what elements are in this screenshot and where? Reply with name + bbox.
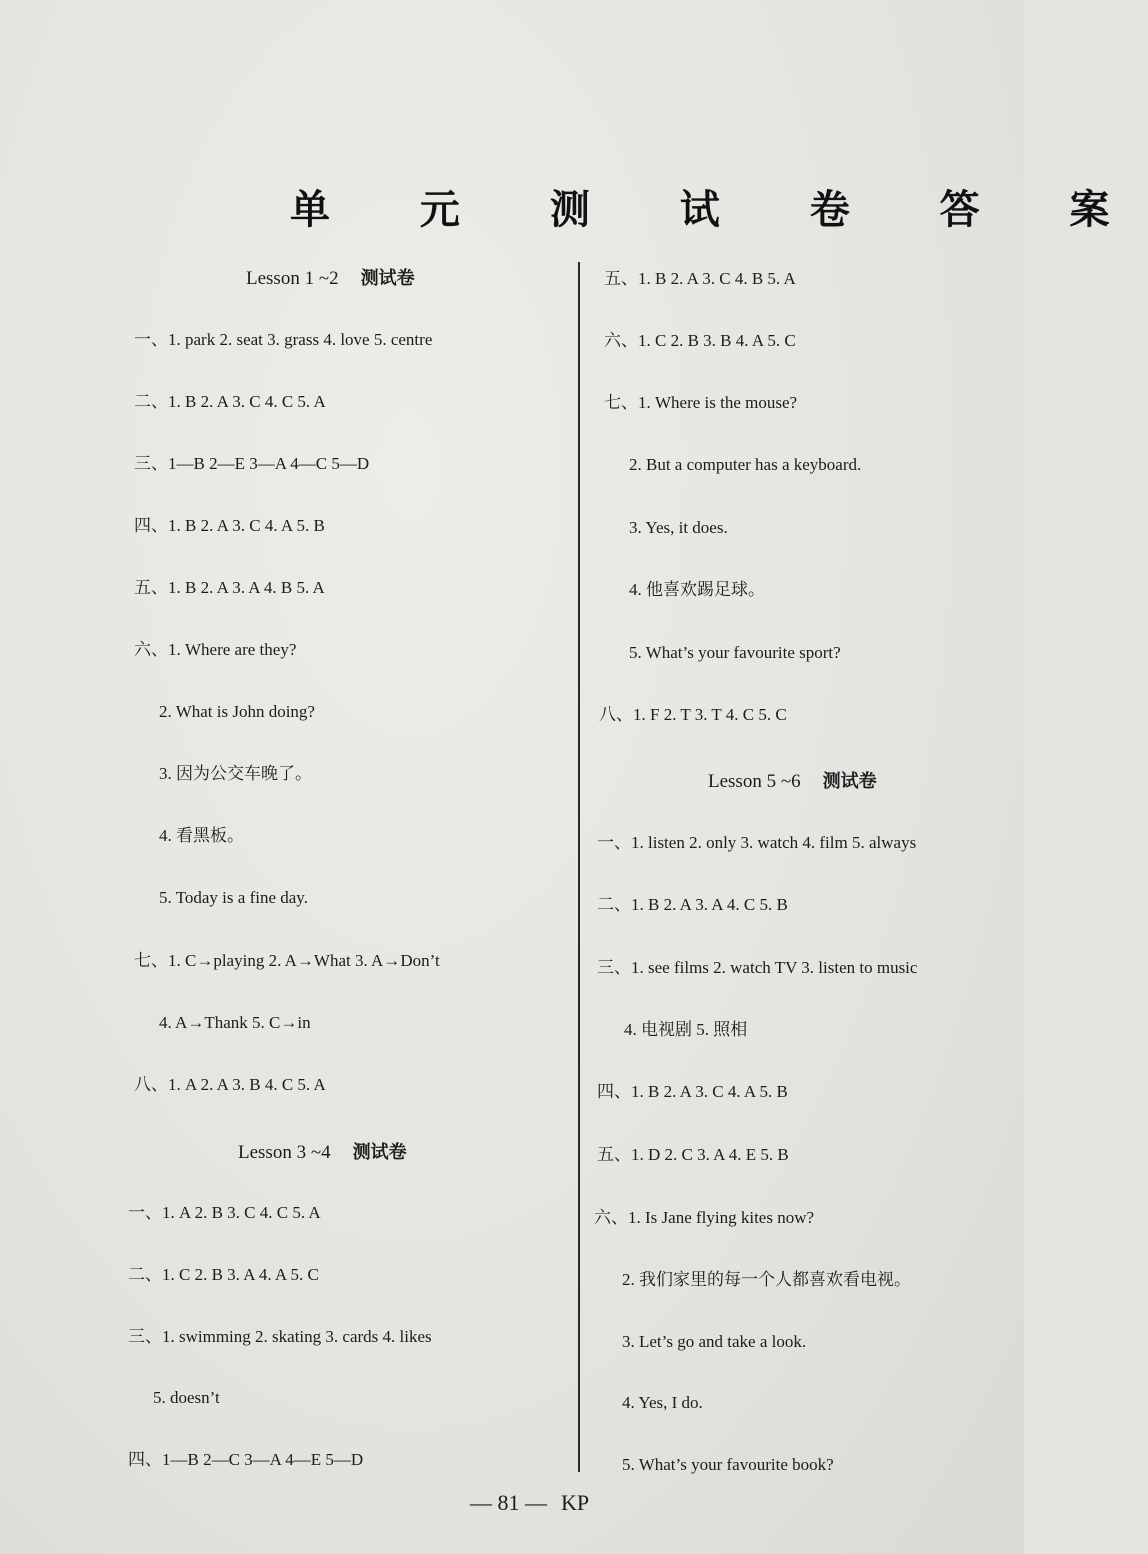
answer-line: 六、1. C 2. B 3. B 4. A 5. C — [604, 331, 796, 350]
heading-lesson: Lesson 5 ~6 — [708, 771, 801, 792]
answer-line: 二、1. B 2. A 3. A 4. C 5. B — [597, 895, 788, 914]
answer-line: 5. What’s your favourite sport? — [629, 643, 841, 662]
heading-lesson: Lesson 3 ~4 — [238, 1142, 331, 1163]
answer-line: 三、1. see films 2. watch TV 3. listen to music — [597, 958, 918, 977]
section-heading-lesson-5-6 — [708, 767, 877, 793]
answer-line: 2. 我们家里的每一个人都喜欢看电视。 — [622, 1270, 911, 1289]
answer-line: 3. 因为公交车晚了。 — [159, 764, 312, 783]
answer-line: 七、1. C→playing 2. A→What 3. A→Don’t — [134, 951, 440, 970]
answer-line: 4. 电视剧 5. 照相 — [624, 1020, 748, 1039]
footer-code: KP — [561, 1490, 590, 1515]
answer-line: 六、1. Where are they? — [134, 640, 297, 659]
answer-line: 四、1. B 2. A 3. C 4. A 5. B — [597, 1082, 788, 1101]
answer-line: 二、1. B 2. A 3. C 4. C 5. A — [134, 392, 326, 411]
column-divider — [578, 262, 580, 1472]
answer-line: 二、1. C 2. B 3. A 4. A 5. C — [128, 1265, 319, 1284]
page-title: 单 元 测 试 卷 答 案 — [290, 187, 1148, 233]
answer-line: 四、1. B 2. A 3. C 4. A 5. B — [134, 516, 325, 535]
answer-line: 2. But a computer has a keyboard. — [629, 455, 862, 474]
answer-line: 4. A→Thank 5. C→in — [159, 1013, 311, 1032]
answer-line: 六、1. Is Jane flying kites now? — [594, 1208, 815, 1227]
heading-cn: 测试卷 — [822, 771, 877, 792]
answer-line: 5. doesn’t — [153, 1388, 220, 1407]
answer-line: 5. What’s your favourite book? — [622, 1455, 834, 1474]
answer-line: 4. Yes, I do. — [622, 1393, 703, 1412]
page-number: — 81 — — [470, 1490, 547, 1515]
answer-line: 五、1. B 2. A 3. C 4. B 5. A — [604, 269, 796, 288]
answer-line: 七、1. Where is the mouse? — [604, 393, 798, 412]
section-heading-lesson-1-2 — [246, 264, 415, 290]
heading-lesson: Lesson 1 ~2 — [246, 268, 339, 289]
page-footer — [470, 1490, 589, 1516]
answer-line: 一、1. A 2. B 3. C 4. C 5. A — [128, 1203, 321, 1222]
answer-line: 一、1. listen 2. only 3. watch 4. film 5. always — [597, 833, 917, 852]
answer-line: 三、1. swimming 2. skating 3. cards 4. likes — [128, 1327, 432, 1346]
answer-line: 八、1. F 2. T 3. T 4. C 5. C — [599, 705, 787, 724]
answer-line: 三、1—B 2—E 3—A 4—C 5—D — [134, 454, 370, 473]
answer-line: 4. 他喜欢踢足球。 — [629, 580, 765, 599]
answer-line: 5. Today is a fine day. — [159, 888, 308, 907]
answer-line: 四、1—B 2—C 3—A 4—E 5—D — [128, 1450, 364, 1469]
heading-cn: 测试卷 — [352, 1142, 407, 1163]
answer-line: 八、1. A 2. A 3. B 4. C 5. A — [134, 1075, 326, 1094]
section-heading-lesson-3-4 — [238, 1138, 407, 1164]
answer-line: 一、1. park 2. seat 3. grass 4. love 5. centre — [134, 330, 433, 349]
answer-line: 五、1. B 2. A 3. A 4. B 5. A — [134, 578, 325, 597]
answer-line: 4. 看黑板。 — [159, 826, 244, 845]
answer-line: 五、1. D 2. C 3. A 4. E 5. B — [597, 1145, 789, 1164]
heading-cn: 测试卷 — [360, 268, 415, 289]
answer-line: 3. Yes, it does. — [629, 518, 728, 537]
answer-line: 3. Let’s go and take a look. — [622, 1332, 807, 1351]
answer-line: 2. What is John doing? — [159, 702, 315, 721]
